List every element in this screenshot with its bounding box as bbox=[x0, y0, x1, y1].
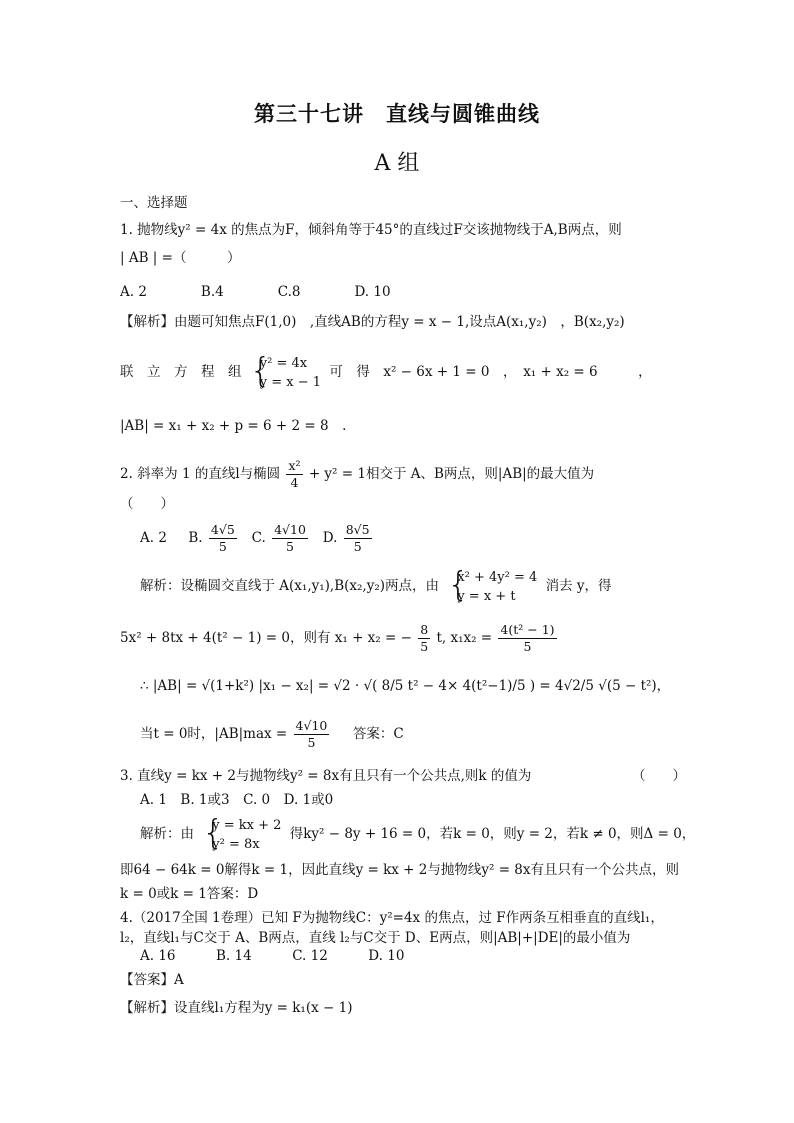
q3-analysis-line1 bbox=[140, 814, 695, 854]
fraction-denominator: 5 bbox=[218, 539, 227, 554]
q2-analysis2-fraction2 bbox=[498, 622, 556, 655]
q1-system-row1: y² = 4x bbox=[259, 355, 308, 371]
q2-analysis-line1 bbox=[140, 566, 612, 606]
q2-analysis-line4 bbox=[140, 716, 404, 752]
q4-line1: 4.（2017全国 1卷理）已知 F为抛物线C：y²=4x 的焦点，过 F作两条互相垂直的直线l₁， bbox=[120, 910, 664, 926]
q3-line5: k = 0或k = 1答案：D bbox=[120, 886, 259, 902]
q2-analysis2-text: 5x² + 8tx + 4(t² − 1) = 0，则有 x₁ + x₂ = − bbox=[120, 630, 412, 646]
q4-options: A. 16 B. 14 C. 12 D. 10 bbox=[140, 948, 405, 964]
q3-paren: （ ） bbox=[632, 768, 686, 784]
q4-line2: l₂，直线l₁与C交于 A、B两点，直线 l₂与C交于 D、E两点，则|AB|+|DE|的最小值为 bbox=[120, 930, 631, 946]
q2-line2: （ ） bbox=[120, 496, 174, 512]
q2-analysis2-mid: t, x₁x₂ = bbox=[436, 630, 493, 646]
q2-option-c-fraction bbox=[272, 522, 308, 555]
q2-line1-prefix: 2. 斜率为 1 的直线l与椭圆 bbox=[120, 466, 281, 482]
q4-answer: 【答案】A bbox=[120, 972, 184, 988]
q2-option-b-fraction bbox=[209, 522, 237, 555]
q3-line4: 即64 − 64k = 0解得k = 1，因此直线y = kx + 2与抛物线y² = 8x有且只有一个公共点，则 bbox=[120, 862, 680, 878]
section-heading: 一、选择题 bbox=[120, 195, 188, 211]
q2-answer: 答案：C bbox=[352, 726, 404, 742]
fraction-denominator: 5 bbox=[307, 735, 316, 750]
q3-line1: 3. 直线y = kx + 2与抛物线y² = 8x有且只有一个公共点,则k 的值为 bbox=[120, 768, 532, 784]
q2-options bbox=[140, 520, 374, 556]
fraction-denominator: 5 bbox=[523, 639, 532, 654]
q1-analysis-line1: 【解析】由题可知焦点F(1,0) ,直线AB的方程y = x − 1,设点A(x₁,y₂) ，B(x₂,y₂) bbox=[120, 314, 625, 330]
group-heading: A 组 bbox=[374, 151, 420, 176]
q4-analysis: 【解析】设直线l₁方程为y = k₁(x − 1) bbox=[120, 1000, 353, 1016]
q2-analysis2-fraction1 bbox=[418, 622, 430, 655]
q2-analysis1-prefix: 解析：设椭圆交直线于 A(x₁,y₁),B(x₂,y₂)两点，由 bbox=[140, 578, 440, 594]
q3-equation-system bbox=[202, 812, 282, 854]
q3-system-row2: y² = 8x bbox=[212, 836, 260, 852]
fraction-numerator: 4√10 bbox=[295, 718, 328, 733]
q1-analysis-line3: |AB| = x₁ + x₂ + p = 6 + 2 = 8 . bbox=[120, 418, 347, 434]
q2-analysis-line3: ∴ |AB| = √(1+k²) |x₁ − x₂| = √2 · √( 8/5 t² − 4× 4(t²−1)/5 ) = 4√2/5 √(5 − t²)， bbox=[140, 678, 671, 694]
q2-analysis4-prefix: 当t = 0时，|AB|max = bbox=[140, 726, 288, 742]
fraction-denominator: 5 bbox=[286, 539, 294, 554]
fraction-numerator: 4√10 bbox=[274, 522, 306, 537]
q2-analysis1-suffix: 消去 y，得 bbox=[545, 578, 612, 594]
fraction-denominator: 5 bbox=[420, 639, 429, 654]
fraction-numerator: 4√5 bbox=[210, 522, 235, 537]
brace-icon: { bbox=[249, 350, 272, 391]
q2-option-c-label: C. bbox=[251, 530, 266, 546]
q2-line1 bbox=[120, 456, 594, 492]
q1-system-label: 联 立 方 程 组 bbox=[120, 364, 242, 380]
brace-icon: { bbox=[202, 812, 224, 853]
q2-system-row2: y = x + t bbox=[457, 588, 516, 604]
q2-option-d-label: D. bbox=[322, 530, 338, 546]
q2-ellipse-fraction bbox=[286, 458, 302, 491]
q2-analysis-line2 bbox=[120, 620, 559, 656]
brace-icon: { bbox=[447, 564, 469, 605]
fraction-numerator: 8√5 bbox=[345, 522, 370, 537]
q2-max-fraction bbox=[294, 718, 330, 751]
q3-analysis-suffix: 得ky² − 8y + 16 = 0，若k = 0，则y = 2，若k ≠ 0，则Δ = 0， bbox=[289, 826, 696, 842]
q1-line2: | AB | =（ ） bbox=[120, 250, 241, 266]
q1-system-result: 可 得 x² − 6x + 1 = 0 ， x₁ + x₂ = 6 ， bbox=[329, 364, 652, 380]
q2-system-row1: x² + 4y² = 4 bbox=[457, 569, 538, 585]
q2-option-a: A. 2 bbox=[140, 530, 167, 546]
fraction-numerator: x² bbox=[288, 458, 301, 473]
fraction-numerator: 4(t² − 1) bbox=[500, 622, 555, 637]
q1-system-row2: y = x − 1 bbox=[259, 374, 322, 390]
q1-options: A. 2 B.4 C.8 D. 10 bbox=[120, 284, 391, 300]
lecture-title: 第三十七讲 直线与圆锥曲线 bbox=[254, 102, 540, 126]
q3-options: A. 1 B. 1或3 C. 0 D. 1或0 bbox=[140, 792, 334, 808]
fraction-denominator: 5 bbox=[353, 539, 362, 554]
q2-option-d-fraction bbox=[344, 522, 372, 555]
q1-system-line bbox=[120, 352, 652, 392]
q3-analysis-prefix: 解析：由 bbox=[140, 826, 194, 842]
fraction-denominator: 4 bbox=[290, 475, 299, 490]
q3-system-row1: y = kx + 2 bbox=[212, 817, 282, 833]
fraction-numerator: 8 bbox=[420, 622, 429, 637]
q2-line1-suffix: + y² = 1相交于 A、B两点，则|AB|的最大值为 bbox=[308, 466, 595, 482]
q2-option-b-label: B. bbox=[188, 530, 203, 546]
q2-equation-system bbox=[447, 564, 538, 606]
q1-line1: 1. 抛物线y² = 4x 的焦点为F，倾斜角等于45°的直线过F交该抛物线于A,B两点，则 bbox=[120, 222, 622, 238]
q1-equation-system bbox=[249, 350, 322, 392]
